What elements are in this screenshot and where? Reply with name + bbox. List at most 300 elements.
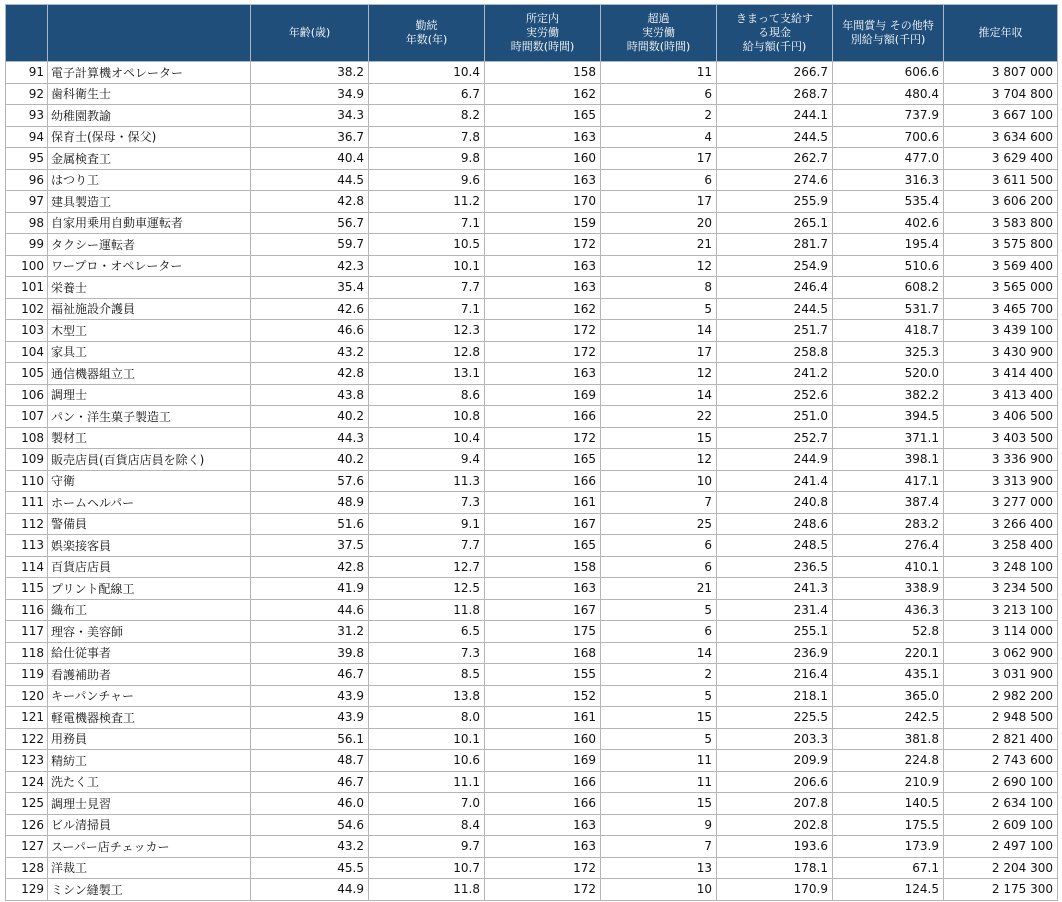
age-cell: 44.5	[251, 169, 369, 191]
annual-bonus-cell: 316.3	[833, 169, 944, 191]
rank-cell: 127	[6, 836, 48, 858]
monthly-pay-cell: 248.6	[717, 513, 833, 535]
rank-cell: 106	[6, 384, 48, 406]
table-row	[6, 363, 1058, 385]
annual-bonus-cell: 140.5	[833, 793, 944, 815]
scheduled-hours-cell: 165	[485, 449, 601, 471]
age-cell: 34.9	[251, 83, 369, 105]
rank-cell: 117	[6, 621, 48, 643]
estimated-income-cell: 3 313 900	[944, 470, 1058, 492]
annual-bonus-cell: 535.4	[833, 191, 944, 213]
scheduled-hours-cell: 152	[485, 685, 601, 707]
overtime-hours-cell: 15	[601, 427, 717, 449]
occupation-cell: 給仕従事者	[48, 642, 251, 664]
annual-bonus-cell: 737.9	[833, 105, 944, 127]
overtime-hours-cell: 17	[601, 191, 717, 213]
rank-cell: 128	[6, 857, 48, 879]
occupation-cell: 保育士(保母・保父)	[48, 126, 251, 148]
rank-cell: 103	[6, 320, 48, 342]
scheduled-hours-cell: 172	[485, 341, 601, 363]
scheduled-hours-cell: 169	[485, 750, 601, 772]
overtime-hours-cell: 10	[601, 470, 717, 492]
monthly-pay-cell: 193.6	[717, 836, 833, 858]
annual-bonus-cell: 700.6	[833, 126, 944, 148]
overtime-hours-cell: 21	[601, 578, 717, 600]
estimated-income-cell: 3 583 800	[944, 212, 1058, 234]
annual-bonus-cell: 418.7	[833, 320, 944, 342]
table-row	[6, 126, 1058, 148]
annual-bonus-cell: 325.3	[833, 341, 944, 363]
estimated-income-cell: 2 690 100	[944, 771, 1058, 793]
scheduled-hours-cell: 167	[485, 513, 601, 535]
annual-bonus-cell: 276.4	[833, 535, 944, 557]
annual-bonus-cell: 417.1	[833, 470, 944, 492]
header-occupation	[48, 5, 251, 62]
scheduled-hours-cell: 160	[485, 728, 601, 750]
table-row	[6, 234, 1058, 256]
tenure-cell: 11.3	[369, 470, 485, 492]
monthly-pay-cell: 252.6	[717, 384, 833, 406]
table-row	[6, 105, 1058, 127]
age-cell: 43.2	[251, 836, 369, 858]
scheduled-hours-cell: 166	[485, 771, 601, 793]
tenure-cell: 11.8	[369, 599, 485, 621]
salary-table-container	[5, 4, 1058, 901]
rank-cell: 123	[6, 750, 48, 772]
scheduled-hours-cell: 172	[485, 427, 601, 449]
scheduled-hours-cell: 161	[485, 707, 601, 729]
table-row	[6, 449, 1058, 471]
annual-bonus-cell: 173.9	[833, 836, 944, 858]
table-row	[6, 857, 1058, 879]
age-cell: 34.3	[251, 105, 369, 127]
age-cell: 42.8	[251, 556, 369, 578]
rank-cell: 104	[6, 341, 48, 363]
overtime-hours-cell: 5	[601, 599, 717, 621]
estimated-income-cell: 3 114 000	[944, 621, 1058, 643]
tenure-cell: 8.4	[369, 814, 485, 836]
table-row	[6, 320, 1058, 342]
rank-cell: 125	[6, 793, 48, 815]
monthly-pay-cell: 265.1	[717, 212, 833, 234]
age-cell: 44.3	[251, 427, 369, 449]
estimated-income-cell: 3 031 900	[944, 664, 1058, 686]
overtime-hours-cell: 6	[601, 556, 717, 578]
scheduled-hours-cell: 162	[485, 83, 601, 105]
header-age: 年齢(歳)	[251, 5, 369, 62]
estimated-income-cell: 3 248 100	[944, 556, 1058, 578]
table-row	[6, 728, 1058, 750]
occupation-cell: 自家用乗用自動車運転者	[48, 212, 251, 234]
rank-cell: 111	[6, 492, 48, 514]
monthly-pay-cell: 240.8	[717, 492, 833, 514]
monthly-pay-cell: 207.8	[717, 793, 833, 815]
overtime-hours-cell: 11	[601, 62, 717, 84]
tenure-cell: 7.8	[369, 126, 485, 148]
header-tenure: 勤続 年数(年)	[369, 5, 485, 62]
estimated-income-cell: 3 414 400	[944, 363, 1058, 385]
annual-bonus-cell: 520.0	[833, 363, 944, 385]
occupation-cell: 通信機器組立工	[48, 363, 251, 385]
rank-cell: 129	[6, 879, 48, 901]
table-row	[6, 341, 1058, 363]
table-row	[6, 212, 1058, 234]
scheduled-hours-cell: 166	[485, 793, 601, 815]
tenure-cell: 7.1	[369, 298, 485, 320]
overtime-hours-cell: 21	[601, 234, 717, 256]
age-cell: 43.2	[251, 341, 369, 363]
overtime-hours-cell: 11	[601, 750, 717, 772]
annual-bonus-cell: 67.1	[833, 857, 944, 879]
rank-cell: 98	[6, 212, 48, 234]
age-cell: 48.7	[251, 750, 369, 772]
rank-cell: 94	[6, 126, 48, 148]
occupation-cell: 製材工	[48, 427, 251, 449]
age-cell: 43.8	[251, 384, 369, 406]
scheduled-hours-cell: 163	[485, 814, 601, 836]
annual-bonus-cell: 477.0	[833, 148, 944, 170]
occupation-cell: 守衛	[48, 470, 251, 492]
monthly-pay-cell: 244.5	[717, 126, 833, 148]
scheduled-hours-cell: 166	[485, 470, 601, 492]
monthly-pay-cell: 262.7	[717, 148, 833, 170]
tenure-cell: 6.5	[369, 621, 485, 643]
monthly-pay-cell: 202.8	[717, 814, 833, 836]
annual-bonus-cell: 382.2	[833, 384, 944, 406]
annual-bonus-cell: 410.1	[833, 556, 944, 578]
tenure-cell: 6.7	[369, 83, 485, 105]
age-cell: 57.6	[251, 470, 369, 492]
rank-cell: 119	[6, 664, 48, 686]
header-row	[6, 5, 1058, 62]
tenure-cell: 10.5	[369, 234, 485, 256]
age-cell: 43.9	[251, 685, 369, 707]
overtime-hours-cell: 6	[601, 83, 717, 105]
overtime-hours-cell: 14	[601, 642, 717, 664]
salary-table	[5, 4, 1058, 901]
overtime-hours-cell: 15	[601, 707, 717, 729]
table-row	[6, 513, 1058, 535]
age-cell: 42.3	[251, 255, 369, 277]
age-cell: 46.7	[251, 771, 369, 793]
annual-bonus-cell: 371.1	[833, 427, 944, 449]
occupation-cell: ホームヘルパー	[48, 492, 251, 514]
estimated-income-cell: 3 266 400	[944, 513, 1058, 535]
estimated-income-cell: 3 634 600	[944, 126, 1058, 148]
scheduled-hours-cell: 172	[485, 879, 601, 901]
age-cell: 38.2	[251, 62, 369, 84]
monthly-pay-cell: 236.9	[717, 642, 833, 664]
overtime-hours-cell: 12	[601, 363, 717, 385]
occupation-cell: 栄養士	[48, 277, 251, 299]
table-row	[6, 793, 1058, 815]
rank-cell: 126	[6, 814, 48, 836]
rank-cell: 118	[6, 642, 48, 664]
estimated-income-cell: 3 667 100	[944, 105, 1058, 127]
table-row	[6, 750, 1058, 772]
annual-bonus-cell: 365.0	[833, 685, 944, 707]
age-cell: 59.7	[251, 234, 369, 256]
monthly-pay-cell: 281.7	[717, 234, 833, 256]
scheduled-hours-cell: 162	[485, 298, 601, 320]
age-cell: 46.0	[251, 793, 369, 815]
table-header	[6, 5, 1058, 62]
occupation-cell: プリント配線工	[48, 578, 251, 600]
overtime-hours-cell: 22	[601, 406, 717, 428]
scheduled-hours-cell: 163	[485, 363, 601, 385]
monthly-pay-cell: 225.5	[717, 707, 833, 729]
age-cell: 41.9	[251, 578, 369, 600]
overtime-hours-cell: 6	[601, 169, 717, 191]
rank-cell: 107	[6, 406, 48, 428]
monthly-pay-cell: 254.9	[717, 255, 833, 277]
age-cell: 37.5	[251, 535, 369, 557]
occupation-cell: 調理士見習	[48, 793, 251, 815]
age-cell: 42.8	[251, 191, 369, 213]
tenure-cell: 7.7	[369, 277, 485, 299]
estimated-income-cell: 3 606 200	[944, 191, 1058, 213]
tenure-cell: 12.3	[369, 320, 485, 342]
scheduled-hours-cell: 165	[485, 105, 601, 127]
annual-bonus-cell: 175.5	[833, 814, 944, 836]
estimated-income-cell: 3 234 500	[944, 578, 1058, 600]
monthly-pay-cell: 170.9	[717, 879, 833, 901]
annual-bonus-cell: 402.6	[833, 212, 944, 234]
tenure-cell: 7.1	[369, 212, 485, 234]
tenure-cell: 10.1	[369, 255, 485, 277]
tenure-cell: 9.6	[369, 169, 485, 191]
header-rank	[6, 5, 48, 62]
estimated-income-cell: 3 611 500	[944, 169, 1058, 191]
monthly-pay-cell: 231.4	[717, 599, 833, 621]
estimated-income-cell: 3 575 800	[944, 234, 1058, 256]
overtime-hours-cell: 13	[601, 857, 717, 879]
rank-cell: 102	[6, 298, 48, 320]
age-cell: 51.6	[251, 513, 369, 535]
annual-bonus-cell: 195.4	[833, 234, 944, 256]
monthly-pay-cell: 178.1	[717, 857, 833, 879]
annual-bonus-cell: 394.5	[833, 406, 944, 428]
overtime-hours-cell: 17	[601, 341, 717, 363]
rank-cell: 105	[6, 363, 48, 385]
overtime-hours-cell: 2	[601, 105, 717, 127]
occupation-cell: 洋裁工	[48, 857, 251, 879]
tenure-cell: 12.7	[369, 556, 485, 578]
monthly-pay-cell: 252.7	[717, 427, 833, 449]
annual-bonus-cell: 436.3	[833, 599, 944, 621]
tenure-cell: 7.3	[369, 642, 485, 664]
estimated-income-cell: 2 204 300	[944, 857, 1058, 879]
tenure-cell: 13.8	[369, 685, 485, 707]
age-cell: 35.4	[251, 277, 369, 299]
monthly-pay-cell: 236.5	[717, 556, 833, 578]
header-estimated-income: 推定年収	[944, 5, 1058, 62]
rank-cell: 99	[6, 234, 48, 256]
table-row	[6, 578, 1058, 600]
annual-bonus-cell: 210.9	[833, 771, 944, 793]
age-cell: 31.2	[251, 621, 369, 643]
estimated-income-cell: 3 807 000	[944, 62, 1058, 84]
tenure-cell: 10.4	[369, 427, 485, 449]
rank-cell: 121	[6, 707, 48, 729]
tenure-cell: 8.5	[369, 664, 485, 686]
annual-bonus-cell: 510.6	[833, 255, 944, 277]
occupation-cell: 福祉施設介護員	[48, 298, 251, 320]
occupation-cell: 電子計算機オペレーター	[48, 62, 251, 84]
overtime-hours-cell: 2	[601, 664, 717, 686]
scheduled-hours-cell: 170	[485, 191, 601, 213]
age-cell: 39.8	[251, 642, 369, 664]
overtime-hours-cell: 12	[601, 255, 717, 277]
overtime-hours-cell: 14	[601, 384, 717, 406]
table-row	[6, 298, 1058, 320]
occupation-cell: 軽電機器検査工	[48, 707, 251, 729]
scheduled-hours-cell: 160	[485, 148, 601, 170]
table-row	[6, 836, 1058, 858]
estimated-income-cell: 3 403 500	[944, 427, 1058, 449]
rank-cell: 96	[6, 169, 48, 191]
occupation-cell: 理容・美容師	[48, 621, 251, 643]
rank-cell: 114	[6, 556, 48, 578]
overtime-hours-cell: 5	[601, 298, 717, 320]
overtime-hours-cell: 20	[601, 212, 717, 234]
estimated-income-cell: 3 704 800	[944, 83, 1058, 105]
tenure-cell: 11.1	[369, 771, 485, 793]
tenure-cell: 10.1	[369, 728, 485, 750]
annual-bonus-cell: 338.9	[833, 578, 944, 600]
scheduled-hours-cell: 168	[485, 642, 601, 664]
table-body	[6, 62, 1058, 901]
rank-cell: 93	[6, 105, 48, 127]
table-row	[6, 771, 1058, 793]
scheduled-hours-cell: 165	[485, 535, 601, 557]
occupation-cell: 織布工	[48, 599, 251, 621]
table-row	[6, 406, 1058, 428]
monthly-pay-cell: 241.3	[717, 578, 833, 600]
table-row	[6, 685, 1058, 707]
age-cell: 36.7	[251, 126, 369, 148]
occupation-cell: パン・洋生菓子製造工	[48, 406, 251, 428]
tenure-cell: 10.4	[369, 62, 485, 84]
header-scheduled-hours: 所定内 実労働 時間数(時間)	[485, 5, 601, 62]
annual-bonus-cell: 480.4	[833, 83, 944, 105]
occupation-cell: ビル清掃員	[48, 814, 251, 836]
rank-cell: 110	[6, 470, 48, 492]
header-overtime-hours: 超過 実労働 時間数(時間)	[601, 5, 717, 62]
scheduled-hours-cell: 163	[485, 255, 601, 277]
tenure-cell: 8.6	[369, 384, 485, 406]
table-row	[6, 642, 1058, 664]
table-row	[6, 492, 1058, 514]
estimated-income-cell: 2 634 100	[944, 793, 1058, 815]
occupation-cell: 用務員	[48, 728, 251, 750]
scheduled-hours-cell: 166	[485, 406, 601, 428]
monthly-pay-cell: 203.3	[717, 728, 833, 750]
tenure-cell: 7.7	[369, 535, 485, 557]
occupation-cell: スーパー店チェッカー	[48, 836, 251, 858]
occupation-cell: 建具製造工	[48, 191, 251, 213]
table-row	[6, 470, 1058, 492]
monthly-pay-cell: 206.6	[717, 771, 833, 793]
overtime-hours-cell: 17	[601, 148, 717, 170]
age-cell: 45.5	[251, 857, 369, 879]
age-cell: 56.7	[251, 212, 369, 234]
table-row	[6, 277, 1058, 299]
estimated-income-cell: 2 948 500	[944, 707, 1058, 729]
occupation-cell: 調理士	[48, 384, 251, 406]
scheduled-hours-cell: 172	[485, 320, 601, 342]
age-cell: 40.2	[251, 449, 369, 471]
estimated-income-cell: 2 982 200	[944, 685, 1058, 707]
age-cell: 56.1	[251, 728, 369, 750]
overtime-hours-cell: 7	[601, 836, 717, 858]
tenure-cell: 7.3	[369, 492, 485, 514]
annual-bonus-cell: 224.8	[833, 750, 944, 772]
estimated-income-cell: 2 743 600	[944, 750, 1058, 772]
rank-cell: 101	[6, 277, 48, 299]
rank-cell: 116	[6, 599, 48, 621]
occupation-cell: 金属検査工	[48, 148, 251, 170]
rank-cell: 115	[6, 578, 48, 600]
age-cell: 46.7	[251, 664, 369, 686]
estimated-income-cell: 3 406 500	[944, 406, 1058, 428]
tenure-cell: 11.8	[369, 879, 485, 901]
age-cell: 54.6	[251, 814, 369, 836]
table-row	[6, 814, 1058, 836]
table-row	[6, 535, 1058, 557]
age-cell: 40.2	[251, 406, 369, 428]
rank-cell: 95	[6, 148, 48, 170]
rank-cell: 124	[6, 771, 48, 793]
scheduled-hours-cell: 158	[485, 62, 601, 84]
table-row	[6, 191, 1058, 213]
rank-cell: 120	[6, 685, 48, 707]
monthly-pay-cell: 255.1	[717, 621, 833, 643]
annual-bonus-cell: 531.7	[833, 298, 944, 320]
scheduled-hours-cell: 163	[485, 578, 601, 600]
overtime-hours-cell: 6	[601, 621, 717, 643]
occupation-cell: 精紡工	[48, 750, 251, 772]
scheduled-hours-cell: 163	[485, 836, 601, 858]
rank-cell: 108	[6, 427, 48, 449]
monthly-pay-cell: 268.7	[717, 83, 833, 105]
age-cell: 42.8	[251, 363, 369, 385]
tenure-cell: 12.5	[369, 578, 485, 600]
estimated-income-cell: 3 062 900	[944, 642, 1058, 664]
table-row	[6, 556, 1058, 578]
rank-cell: 100	[6, 255, 48, 277]
estimated-income-cell: 3 569 400	[944, 255, 1058, 277]
annual-bonus-cell: 435.1	[833, 664, 944, 686]
monthly-pay-cell: 258.8	[717, 341, 833, 363]
table-row	[6, 664, 1058, 686]
monthly-pay-cell: 244.1	[717, 105, 833, 127]
occupation-cell: 販売店員(百貨店店員を除く)	[48, 449, 251, 471]
scheduled-hours-cell: 167	[485, 599, 601, 621]
occupation-cell: 洗たく工	[48, 771, 251, 793]
estimated-income-cell: 2 175 300	[944, 879, 1058, 901]
overtime-hours-cell: 8	[601, 277, 717, 299]
rank-cell: 97	[6, 191, 48, 213]
rank-cell: 113	[6, 535, 48, 557]
age-cell: 43.9	[251, 707, 369, 729]
monthly-pay-cell: 244.9	[717, 449, 833, 471]
table-row	[6, 707, 1058, 729]
age-cell: 48.9	[251, 492, 369, 514]
scheduled-hours-cell: 158	[485, 556, 601, 578]
overtime-hours-cell: 15	[601, 793, 717, 815]
estimated-income-cell: 3 258 400	[944, 535, 1058, 557]
